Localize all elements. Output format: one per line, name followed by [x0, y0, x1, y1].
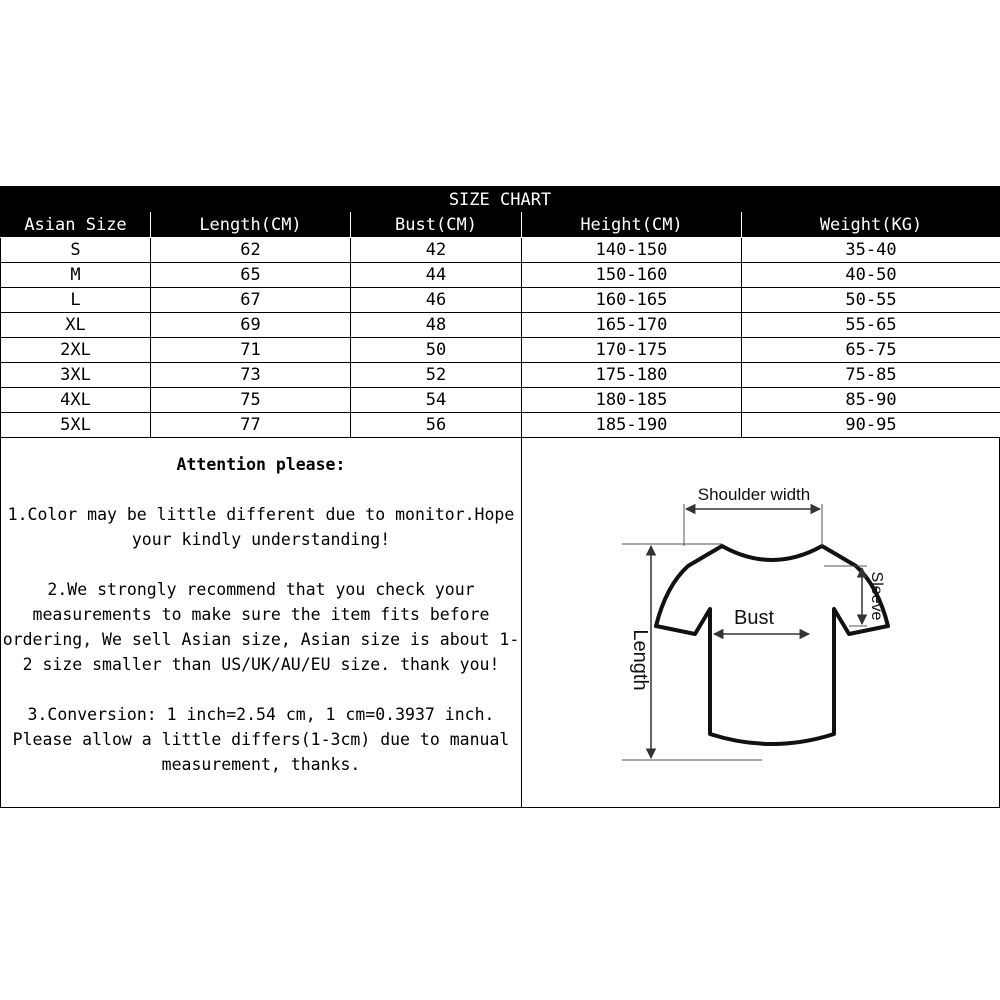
table-cell: 170-175: [522, 338, 742, 363]
table-cell: 160-165: [522, 288, 742, 313]
sleeve-label: Sleeve: [868, 571, 885, 621]
table-row: [1, 238, 1000, 263]
table-row: [1, 288, 1000, 313]
attention-heading: Attention please:: [176, 455, 346, 474]
table-cell: 85-90: [742, 388, 1000, 413]
table-cell: 2XL: [1, 338, 151, 363]
table-cell: 150-160: [522, 263, 742, 288]
table-cell: 48: [351, 313, 522, 338]
size-table: [0, 212, 1000, 438]
info-section: [0, 438, 1000, 808]
table-cell: 56: [351, 413, 522, 438]
table-cell: 165-170: [522, 313, 742, 338]
table-cell: 46: [351, 288, 522, 313]
table-cell: 50-55: [742, 288, 1000, 313]
table-cell: 65-75: [742, 338, 1000, 363]
table-cell: 54: [351, 388, 522, 413]
table-cell: 35-40: [742, 238, 1000, 263]
column-header: Bust(CM): [351, 213, 522, 238]
table-cell: 52: [351, 363, 522, 388]
table-cell: 175-180: [522, 363, 742, 388]
table-row: [1, 338, 1000, 363]
table-cell: L: [1, 288, 151, 313]
table-cell: 40-50: [742, 263, 1000, 288]
table-cell: 42: [351, 238, 522, 263]
table-cell: 50: [351, 338, 522, 363]
size-chart-title: SIZE CHART: [0, 186, 1000, 212]
table-row: [1, 413, 1000, 438]
bust-label: Bust: [733, 607, 775, 629]
length-label: Length: [629, 629, 651, 691]
table-cell: 180-185: [522, 388, 742, 413]
table-cell: 75-85: [742, 363, 1000, 388]
column-header: Height(CM): [522, 213, 742, 238]
table-cell: 185-190: [522, 413, 742, 438]
table-cell: 140-150: [522, 238, 742, 263]
column-header: Length(CM): [151, 213, 351, 238]
table-cell: 3XL: [1, 363, 151, 388]
table-cell: 55-65: [742, 313, 1000, 338]
table-row: [1, 363, 1000, 388]
note-item: 2.We strongly recommend that you check your measurements to make sure the item fits before ordering, We sell Asian size, Asian size is about 1-2 size smaller than US/UK/AU/EU size. thank you!: [2, 580, 520, 674]
size-chart: [0, 186, 1000, 808]
column-header: Weight(KG): [742, 213, 1000, 238]
tshirt-measurement-diagram: [522, 438, 999, 807]
table-cell: XL: [1, 313, 151, 338]
table-cell: 67: [151, 288, 351, 313]
table-row: [1, 388, 1000, 413]
table-row: [1, 313, 1000, 338]
table-cell: 75: [151, 388, 351, 413]
size-table-header-row: [1, 213, 1000, 238]
table-cell: 77: [151, 413, 351, 438]
table-cell: 4XL: [1, 388, 151, 413]
tshirt-outline: [656, 546, 888, 744]
table-cell: 71: [151, 338, 351, 363]
table-cell: 62: [151, 238, 351, 263]
table-cell: 90-95: [742, 413, 1000, 438]
table-cell: 44: [351, 263, 522, 288]
column-header: Asian Size: [1, 213, 151, 238]
table-cell: 5XL: [1, 413, 151, 438]
table-cell: 65: [151, 263, 351, 288]
attention-notes: [1, 438, 522, 807]
note-item: 1.Color may be little different due to monitor.Hope your kindly understanding!: [7, 505, 515, 549]
note-item: 3.Conversion: 1 inch=2.54 cm, 1 cm=0.3937 inch. Please allow a little differs(1-3cm) due to manual measurement, thanks.: [12, 705, 510, 774]
shoulder-width-label: Shoulder width: [697, 485, 811, 504]
table-cell: 73: [151, 363, 351, 388]
tshirt-diagram-svg: [522, 438, 999, 808]
table-cell: 69: [151, 313, 351, 338]
table-cell: S: [1, 238, 151, 263]
table-row: [1, 263, 1000, 288]
table-cell: M: [1, 263, 151, 288]
